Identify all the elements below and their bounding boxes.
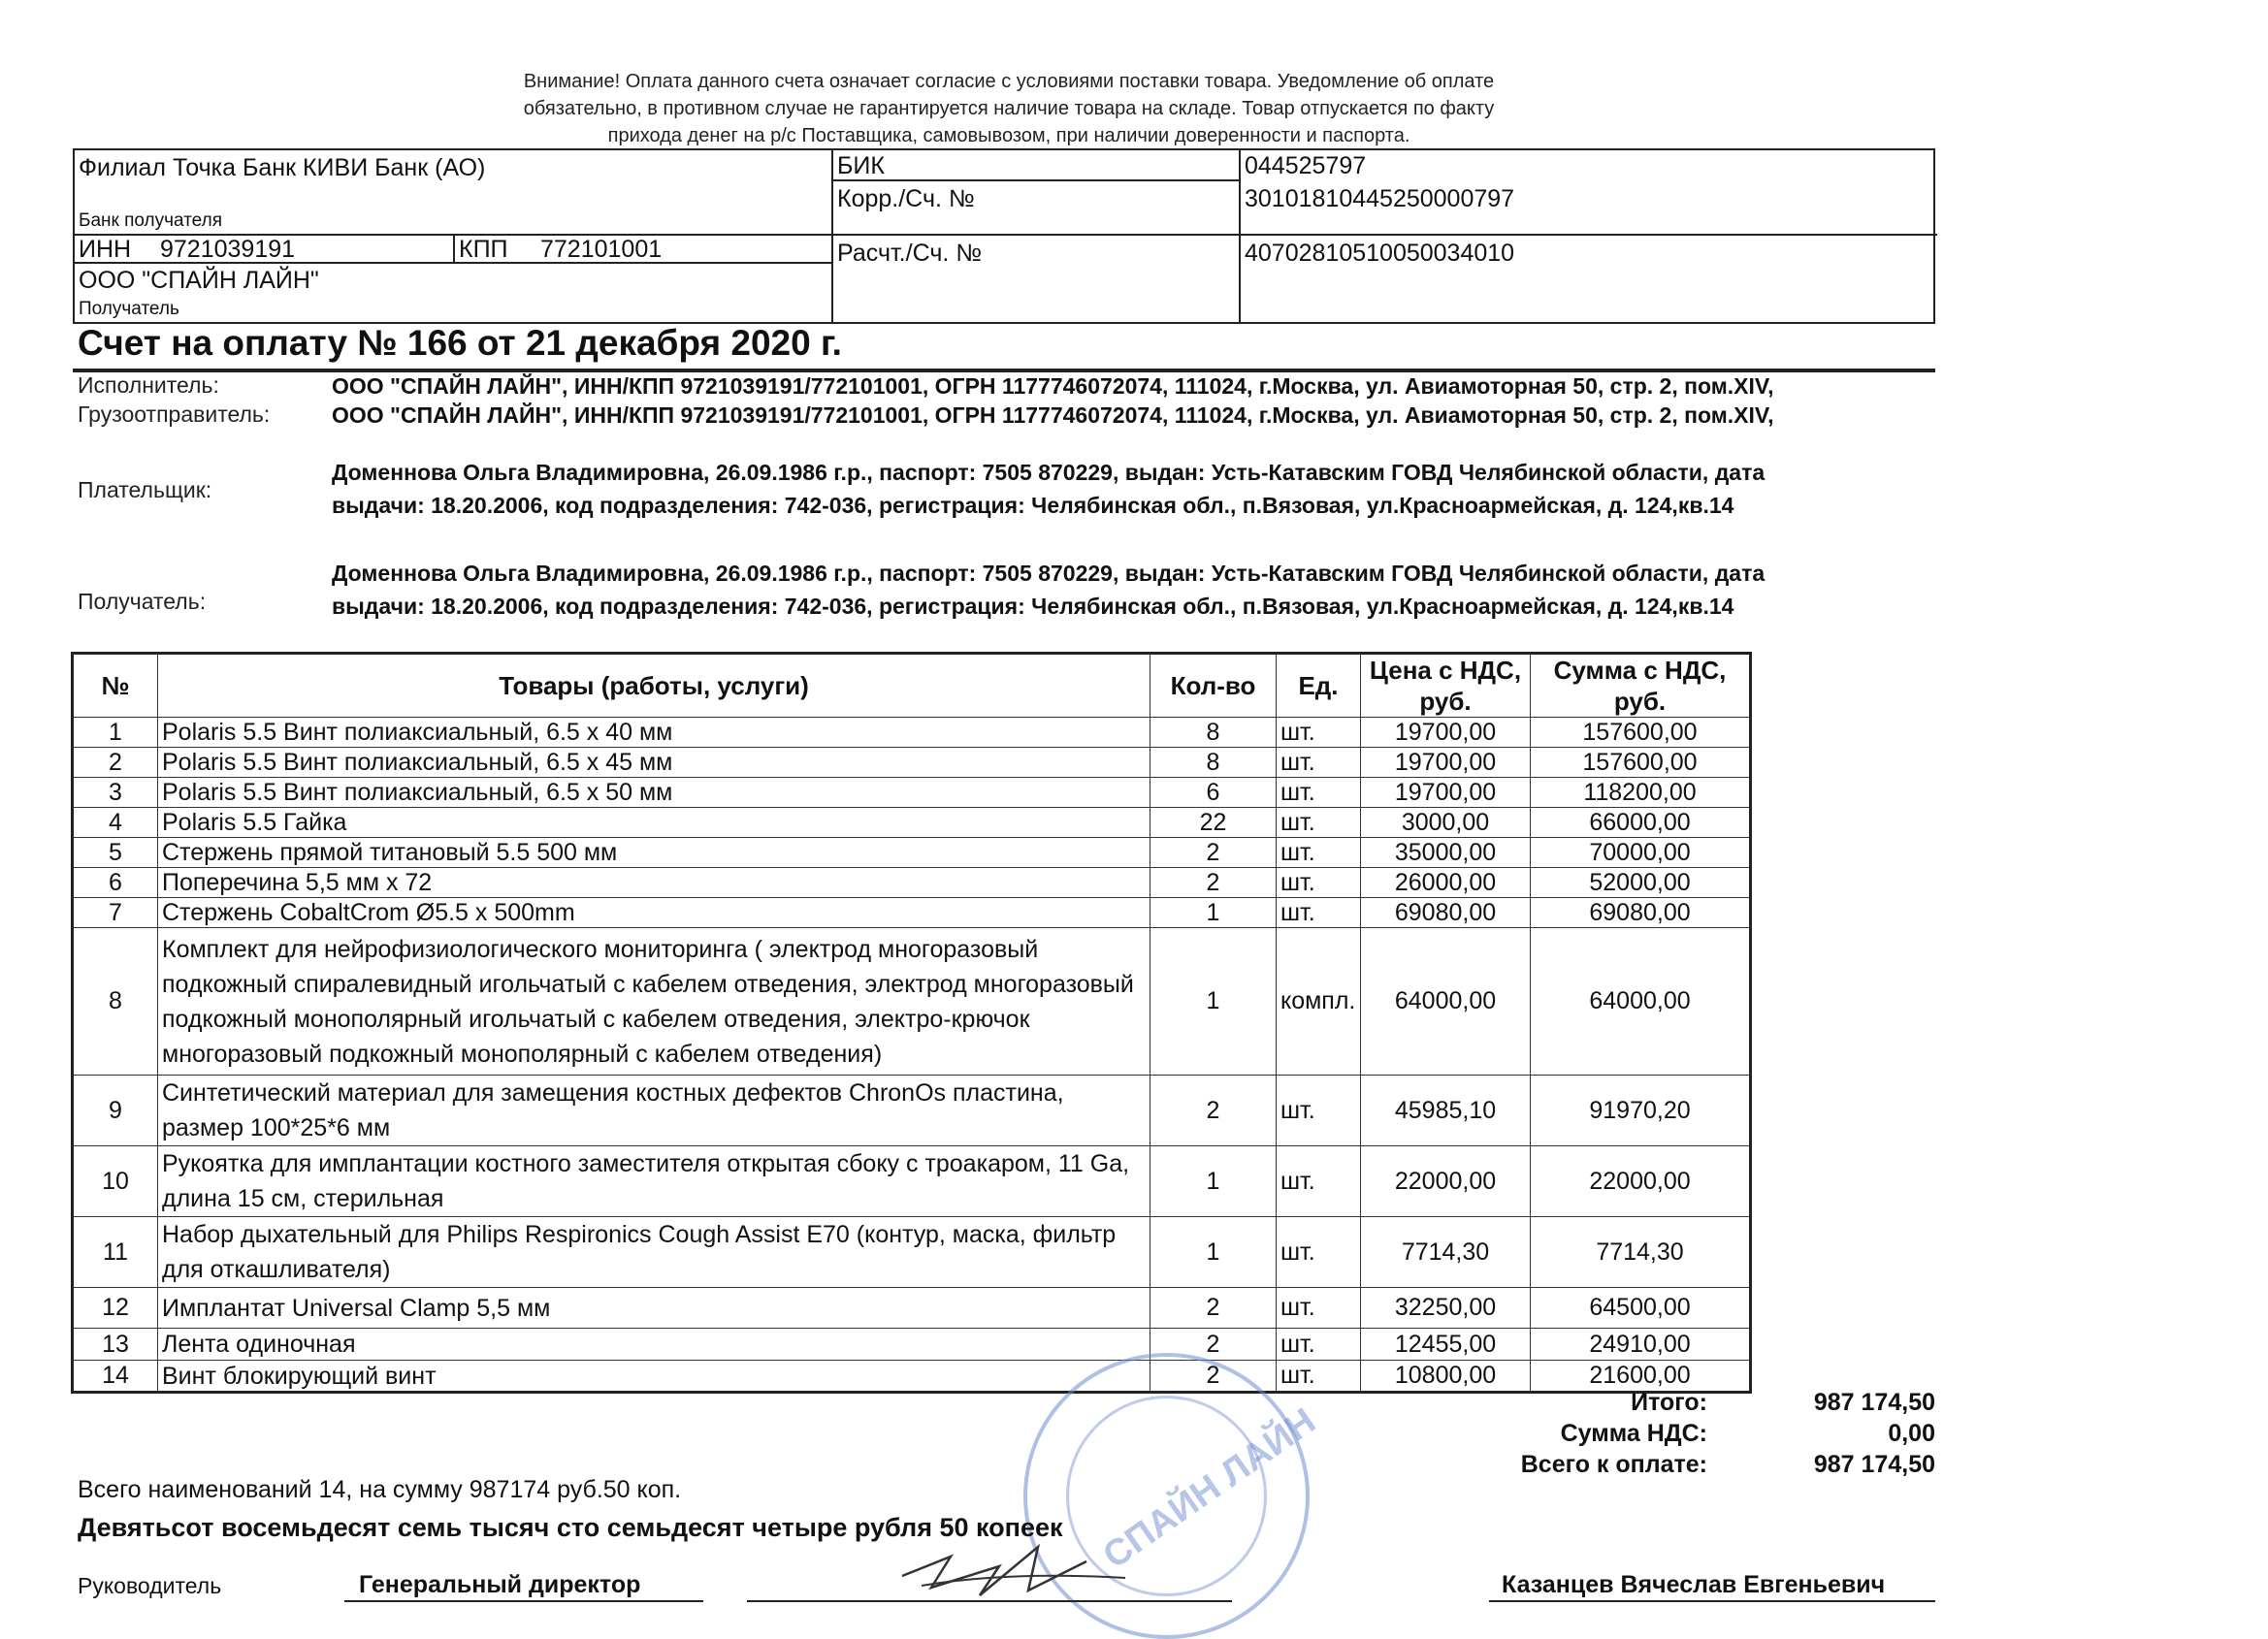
row-sum: 22000,00 xyxy=(1531,1146,1751,1217)
row-name: Стержень CobaltCrom Ø5.5 x 500mm xyxy=(158,898,1150,928)
table-row xyxy=(73,1076,1751,1146)
row-price: 35000,00 xyxy=(1361,838,1531,868)
bik-label: БИК xyxy=(837,152,885,179)
col-header-unit: Ед. xyxy=(1277,654,1361,718)
table-row xyxy=(73,898,1751,928)
row-unit: шт. xyxy=(1277,1288,1361,1329)
payer-line-1: Доменнова Ольга Владимировна, 26.09.1986 г.р., паспорт: 7505 870229, выдан: Усть-Катавским ГОВД Челябинской области, дата xyxy=(332,460,1766,485)
inn-label: ИНН xyxy=(79,236,132,263)
row-sum: 118200,00 xyxy=(1531,778,1751,808)
inn-value: 9721039191 xyxy=(160,236,296,263)
account-value: 40702810510050034010 xyxy=(1245,240,1515,267)
row-qty: 8 xyxy=(1150,718,1277,748)
row-qty: 2 xyxy=(1150,1076,1277,1146)
row-name: Polaris 5.5 Винт полиаксиальный, 6.5 х 45 мм xyxy=(158,748,1150,778)
row-num: 2 xyxy=(73,748,158,778)
recipient-caption: Получатель xyxy=(79,299,179,319)
receiver-line-2: выдачи: 18.20.2006, код подразделения: 742-036, регистрация: Челябинская обл., п.Вязовая, ул.Красноармейская, д. 124,кв.14 xyxy=(332,594,1734,619)
row-sum: 157600,00 xyxy=(1531,718,1751,748)
bank-name: Филиал Точка Банк КИВИ Банк (АО) xyxy=(79,154,486,181)
row-unit: шт. xyxy=(1277,898,1361,928)
row-unit: шт. xyxy=(1277,808,1361,838)
bank-details-block xyxy=(73,148,1935,324)
row-sum: 91970,20 xyxy=(1531,1076,1751,1146)
notice-line-2: обязательно, в противном случае не гарантируется наличие товара на складе. Товар отпускается по факту xyxy=(523,98,1495,119)
bank-divider xyxy=(1239,150,1241,322)
payment-notice xyxy=(388,68,1630,149)
invoice-title: Счет на оплату № 166 от 21 декабря 2020 г. xyxy=(78,323,842,363)
table-row xyxy=(73,718,1751,748)
notice-line-1: Внимание! Оплата данного счета означает согласие с условиями поставки товара. Уведомление об оплате xyxy=(523,71,1495,92)
row-qty: 2 xyxy=(1150,1329,1277,1361)
summary-count: Всего наименований 14, на сумму 987174 руб.50 коп. xyxy=(78,1476,682,1503)
row-unit: шт. xyxy=(1277,748,1361,778)
table-row xyxy=(73,1146,1751,1217)
handwritten-signature xyxy=(892,1537,1145,1604)
row-sum: 70000,00 xyxy=(1531,838,1751,868)
bank-name-caption: Банк получателя xyxy=(79,210,222,231)
row-qty: 2 xyxy=(1150,838,1277,868)
col-header-price: Цена с НДС, руб. xyxy=(1361,654,1531,718)
row-sum: 69080,00 xyxy=(1531,898,1751,928)
row-name: Стержень прямой титановый 5.5 500 мм xyxy=(158,838,1150,868)
table-row xyxy=(73,748,1751,778)
row-qty: 2 xyxy=(1150,868,1277,898)
signature-position: Генеральный директор xyxy=(359,1571,641,1598)
row-price: 12455,00 xyxy=(1361,1329,1531,1361)
table-row xyxy=(73,1329,1751,1361)
row-qty: 1 xyxy=(1150,928,1277,1076)
table-row xyxy=(73,778,1751,808)
table-row xyxy=(73,808,1751,838)
row-qty: 2 xyxy=(1150,1361,1277,1393)
row-num: 9 xyxy=(73,1076,158,1146)
payer-label: Плательщик: xyxy=(78,477,212,502)
row-name: Лента одиночная xyxy=(158,1329,1150,1361)
row-num: 1 xyxy=(73,718,158,748)
bank-divider xyxy=(831,150,833,322)
bank-divider xyxy=(831,179,1239,181)
row-name: Винт блокирующий винт xyxy=(158,1361,1150,1393)
shipper-value: ООО "СПАЙН ЛАЙН", ИНН/КПП 9721039191/772101001, ОГРН 1177746072074, 111024, г.Москва, ул. Авиамоторная 50, стр. 2, пом.XIV, xyxy=(332,402,1774,428)
account-label: Расчт./Сч. № xyxy=(837,240,983,267)
row-unit: шт. xyxy=(1277,868,1361,898)
vat-label: Сумма НДС: xyxy=(1560,1420,1707,1447)
row-sum: 64000,00 xyxy=(1531,928,1751,1076)
row-num: 8 xyxy=(73,928,158,1076)
bik-value: 044525797 xyxy=(1245,152,1367,179)
row-sum: 21600,00 xyxy=(1531,1361,1751,1393)
bank-divider xyxy=(453,234,455,262)
row-price: 22000,00 xyxy=(1361,1146,1531,1217)
row-price: 3000,00 xyxy=(1361,808,1531,838)
table-row xyxy=(73,1361,1751,1393)
row-price: 45985,10 xyxy=(1361,1076,1531,1146)
row-num: 14 xyxy=(73,1361,158,1393)
row-unit: шт. xyxy=(1277,838,1361,868)
executor-value: ООО "СПАЙН ЛАЙН", ИНН/КПП 9721039191/772101001, ОГРН 1177746072074, 111024, г.Москва, ул. Авиамоторная 50, стр. 2, пом.XIV, xyxy=(332,373,1774,399)
row-num: 11 xyxy=(73,1217,158,1288)
row-price: 19700,00 xyxy=(1361,778,1531,808)
row-name: Набор дыхательный для Philips Respironics Cough Assist E70 (контур, маска, фильтр для откашливателя) xyxy=(158,1217,1150,1288)
row-name: Рукоятка для имплантации костного заместителя открытая сбоку с троакаром, 11 Ga, длина 15 см, стерильная xyxy=(158,1146,1150,1217)
row-sum: 157600,00 xyxy=(1531,748,1751,778)
table-row xyxy=(73,868,1751,898)
row-qty: 1 xyxy=(1150,1146,1277,1217)
row-num: 7 xyxy=(73,898,158,928)
payer-line-2: выдачи: 18.20.2006, код подразделения: 742-036, регистрация: Челябинская обл., п.Вязовая, ул.Красноармейская, д. 124,кв.14 xyxy=(332,493,1734,518)
row-price: 69080,00 xyxy=(1361,898,1531,928)
col-header-num: № xyxy=(73,654,158,718)
items-table xyxy=(71,652,1752,1394)
row-sum: 24910,00 xyxy=(1531,1329,1751,1361)
row-price: 7714,30 xyxy=(1361,1217,1531,1288)
row-name: Polaris 5.5 Винт полиаксиальный, 6.5 х 50 мм xyxy=(158,778,1150,808)
row-num: 4 xyxy=(73,808,158,838)
row-price: 64000,00 xyxy=(1361,928,1531,1076)
row-unit: шт. xyxy=(1277,1076,1361,1146)
row-num: 10 xyxy=(73,1146,158,1217)
table-row xyxy=(73,1217,1751,1288)
shipper-label: Грузоотправитель: xyxy=(78,402,271,427)
col-header-qty: Кол-во xyxy=(1150,654,1277,718)
total-label: Итого: xyxy=(1631,1389,1707,1416)
table-row xyxy=(73,838,1751,868)
table-row xyxy=(73,1288,1751,1329)
row-price: 19700,00 xyxy=(1361,718,1531,748)
row-unit: компл. xyxy=(1277,928,1361,1076)
row-name: Синтетический материал для замещения костных дефектов ChronOs пластина, размер 100*25*6 мм xyxy=(158,1076,1150,1146)
row-num: 6 xyxy=(73,868,158,898)
signature-name: Казанцев Вячеслав Евгеньевич xyxy=(1502,1571,1886,1598)
row-qty: 6 xyxy=(1150,778,1277,808)
row-qty: 1 xyxy=(1150,898,1277,928)
receiver-value xyxy=(332,557,1765,623)
row-name: Polaris 5.5 Гайка xyxy=(158,808,1150,838)
row-unit: шт. xyxy=(1277,718,1361,748)
receiver-line-1: Доменнова Ольга Владимировна, 26.09.1986 г.р., паспорт: 7505 870229, выдан: Усть-Катавским ГОВД Челябинской области, дата xyxy=(332,561,1766,586)
payer-value xyxy=(332,456,1765,522)
row-qty: 1 xyxy=(1150,1217,1277,1288)
due-value: 987 174,50 xyxy=(1813,1451,1935,1478)
row-sum: 66000,00 xyxy=(1531,808,1751,838)
kpp-value: 772101001 xyxy=(540,236,663,263)
row-name: Комплект для нейрофизиологического мониторинга ( электрод многоразовый подкожный спиралевидный игольчатый с кабелем отведения, электрод многоразовый подкожный монополярный игольчатый с кабелем отведения, электро-крючок многоразовый подкожный монополярный с кабелем отведения) xyxy=(158,928,1150,1076)
name-line xyxy=(1489,1600,1935,1602)
corr-account-label: Корр./Сч. № xyxy=(837,185,975,212)
items-body xyxy=(73,718,1751,1393)
table-header-row xyxy=(73,654,1751,718)
position-line xyxy=(344,1600,703,1602)
stamp-text: СПАЙН ЛАЙН xyxy=(1095,1400,1323,1577)
recipient-name: ООО "СПАЙН ЛАЙН" xyxy=(79,267,319,294)
row-price: 26000,00 xyxy=(1361,868,1531,898)
notice-line-3: прихода денег на р/с Поставщика, самовывозом, при наличии доверенности и паспорта. xyxy=(607,125,1410,146)
col-header-sum: Сумма с НДС, руб. xyxy=(1531,654,1751,718)
bank-divider xyxy=(831,234,1937,236)
row-sum: 52000,00 xyxy=(1531,868,1751,898)
row-sum: 7714,30 xyxy=(1531,1217,1751,1288)
row-price: 19700,00 xyxy=(1361,748,1531,778)
receiver-label: Получатель: xyxy=(78,589,207,614)
row-unit: шт. xyxy=(1277,1361,1361,1393)
row-name: Поперечина 5,5 мм х 72 xyxy=(158,868,1150,898)
summary-words: Девятьсот восемьдесят семь тысяч сто семьдесят четыре рубля 50 копеек xyxy=(78,1513,1063,1542)
signature-role-label: Руководитель xyxy=(78,1573,222,1598)
executor-label: Исполнитель: xyxy=(78,372,219,398)
row-unit: шт. xyxy=(1277,778,1361,808)
row-qty: 2 xyxy=(1150,1288,1277,1329)
col-header-goods: Товары (работы, услуги) xyxy=(158,654,1150,718)
table-row xyxy=(73,928,1751,1076)
kpp-label: КПП xyxy=(459,236,508,263)
total-value: 987 174,50 xyxy=(1813,1389,1935,1416)
row-qty: 8 xyxy=(1150,748,1277,778)
row-num: 3 xyxy=(73,778,158,808)
row-num: 5 xyxy=(73,838,158,868)
corr-account-value: 30101810445250000797 xyxy=(1245,185,1515,212)
row-sum: 64500,00 xyxy=(1531,1288,1751,1329)
row-num: 13 xyxy=(73,1329,158,1361)
row-price: 10800,00 xyxy=(1361,1361,1531,1393)
vat-value: 0,00 xyxy=(1888,1420,1935,1447)
row-unit: шт. xyxy=(1277,1146,1361,1217)
row-price: 32250,00 xyxy=(1361,1288,1531,1329)
row-qty: 22 xyxy=(1150,808,1277,838)
row-name: Polaris 5.5 Винт полиаксиальный, 6.5 х 40 мм xyxy=(158,718,1150,748)
row-unit: шт. xyxy=(1277,1217,1361,1288)
row-name: Имплантат Universal Clamp 5,5 мм xyxy=(158,1288,1150,1329)
row-unit: шт. xyxy=(1277,1329,1361,1361)
row-num: 12 xyxy=(73,1288,158,1329)
due-label: Всего к оплате: xyxy=(1520,1451,1707,1478)
